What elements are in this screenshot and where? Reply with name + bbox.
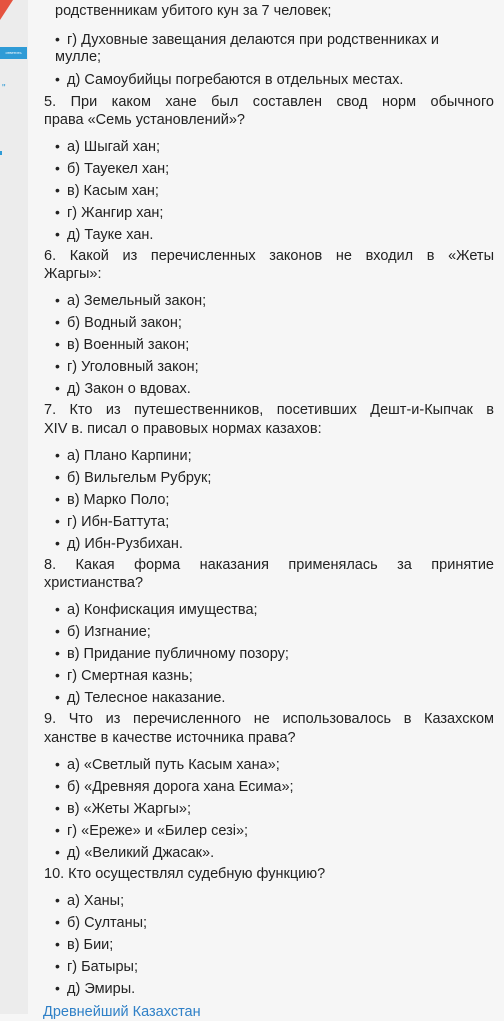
question-9-line-2: ханстве в качестве источника права? (44, 730, 296, 746)
option-row (55, 600, 494, 619)
bullet-icon: • (55, 380, 60, 396)
option-row (55, 30, 494, 49)
option-text: а) Конфискация имущества; (67, 602, 258, 618)
continuation-line: родственникам убитого кун за 7 человек; (55, 3, 332, 19)
corner-logo-icon (0, 0, 13, 20)
option-row (55, 48, 494, 66)
option-row (55, 622, 494, 641)
option-text: мулле; (55, 49, 102, 65)
bullet-icon: • (55, 623, 60, 639)
bullet-icon: • (55, 645, 60, 661)
bullet-icon: • (55, 31, 60, 47)
bullet-icon: • (55, 535, 60, 551)
bullet-icon: • (55, 138, 60, 154)
option-text: а) Земельный закон; (67, 293, 207, 309)
question-5-line-2: права «Семь установлений»? (44, 112, 245, 128)
question-8-line-1: 8. Какая форма наказания применялась за принятие (44, 557, 494, 573)
option-text: г) Духовные завещания делаются при родственниках и (67, 32, 439, 48)
option-text: в) Марко Поло; (67, 492, 170, 508)
option-row (55, 379, 494, 398)
bullet-icon: • (55, 756, 60, 772)
bullet-icon: • (55, 822, 60, 838)
option-text: в) Придание публичному позору; (67, 646, 289, 662)
bullet-icon: • (55, 892, 60, 908)
option-text: а) Плано Карпини; (67, 448, 192, 464)
option-row (55, 644, 494, 663)
option-row (55, 891, 494, 910)
option-text: д) Телесное наказание. (67, 690, 226, 706)
left-sidebar (0, 0, 28, 1014)
option-text: а) «Светлый путь Касым хана»; (67, 757, 280, 773)
bullet-icon: • (55, 800, 60, 816)
reply-button[interactable]: ответить (0, 47, 27, 59)
bullet-icon: • (55, 491, 60, 507)
option-text: д) «Великий Джасак». (67, 845, 215, 861)
bullet-icon: • (55, 160, 60, 176)
option-row (55, 534, 494, 553)
bullet-icon: • (55, 844, 60, 860)
question-7-line-1: 7. Кто из путешественников, посетивших Дешт-и-Кыпчак в (44, 402, 494, 418)
option-row (55, 979, 494, 998)
option-row (55, 468, 494, 487)
bullet-icon: • (55, 513, 60, 529)
option-text: д) Самоубийцы погребаются в отдельных местах. (67, 72, 404, 88)
option-row (55, 799, 494, 818)
question-7-line-2: XIV в. писал о правовых нормах казахов: (44, 421, 322, 437)
bullet-icon: • (55, 936, 60, 952)
bullet-icon: • (55, 71, 60, 87)
option-text: д) Ибн-Рузбихан. (67, 536, 183, 552)
bullet-icon: • (55, 958, 60, 974)
quote-icon: " (2, 83, 6, 94)
option-text: б) Изгнание; (67, 624, 151, 640)
bullet-icon: • (55, 204, 60, 220)
question-9-line-1: 9. Что из перечисленного не использовалось в Казахском (44, 711, 494, 727)
option-text: а) Ханы; (67, 893, 125, 909)
question-5-line-1: 5. При каком хане был составлен свод норм обычного (44, 94, 494, 110)
bullet-icon: • (55, 601, 60, 617)
option-text: б) Водный закон; (67, 315, 182, 331)
option-row (55, 313, 494, 332)
option-text: г) Жангир хан; (67, 205, 164, 221)
option-text: б) «Древняя дорога хана Есима»; (67, 779, 294, 795)
option-row (55, 225, 494, 244)
option-row (55, 688, 494, 707)
question-10-line-1: 10. Кто осуществлял судебную функцию? (44, 866, 326, 882)
bullet-icon: • (55, 914, 60, 930)
bullet-icon: • (55, 314, 60, 330)
option-text: д) Закон о вдовах. (67, 381, 191, 397)
bullet-icon: • (55, 292, 60, 308)
option-text: г) «Ереже» и «Билер сезі»; (67, 823, 249, 839)
option-text: б) Султаны; (67, 915, 148, 931)
option-row (55, 755, 494, 774)
option-row (55, 777, 494, 796)
bullet-icon: • (55, 689, 60, 705)
option-text: д) Эмиры. (67, 981, 136, 997)
option-text: г) Уголовный закон; (67, 359, 199, 375)
bullet-icon: • (55, 667, 60, 683)
option-text: а) Шыгай хан; (67, 139, 160, 155)
option-text: д) Тауке хан. (67, 227, 154, 243)
question-6-line-1: 6. Какой из перечисленных законов не входил в «Жеты (44, 248, 494, 264)
bullet-icon: • (55, 447, 60, 463)
option-text: в) Бии; (67, 937, 114, 953)
option-row (55, 137, 494, 156)
option-row (55, 843, 494, 862)
option-row (55, 181, 494, 200)
option-row (55, 159, 494, 178)
option-text: г) Ибн-Баттута; (67, 514, 170, 530)
bullet-icon: • (55, 980, 60, 996)
bullet-icon: • (55, 469, 60, 485)
option-row (55, 203, 494, 222)
option-text: б) Вильгельм Рубрук; (67, 470, 212, 486)
question-8-line-2: христианства? (44, 575, 144, 591)
option-text: в) Военный закон; (67, 337, 190, 353)
option-row (55, 821, 494, 840)
option-row (55, 357, 494, 376)
option-row (55, 935, 494, 954)
bullet-icon: • (55, 358, 60, 374)
option-row (55, 70, 494, 89)
option-row (55, 291, 494, 310)
sidebar-marker (0, 151, 2, 155)
option-row (55, 335, 494, 354)
bullet-icon: • (55, 336, 60, 352)
option-row (55, 666, 494, 685)
bullet-icon: • (55, 778, 60, 794)
footer-link[interactable]: Древнейший Казахстан (43, 1004, 201, 1020)
option-row (55, 913, 494, 932)
option-text: в) «Жеты Жаргы»; (67, 801, 191, 817)
bullet-icon: • (55, 182, 60, 198)
option-text: в) Касым хан; (67, 183, 159, 199)
option-text: г) Смертная казнь; (67, 668, 193, 684)
option-row (55, 957, 494, 976)
question-6-line-2: Жаргы»: (44, 266, 102, 282)
option-row (55, 490, 494, 509)
bullet-icon: • (55, 226, 60, 242)
option-row (55, 512, 494, 531)
option-row (55, 446, 494, 465)
option-text: б) Тауекел хан; (67, 161, 170, 177)
option-text: г) Батыры; (67, 959, 138, 975)
